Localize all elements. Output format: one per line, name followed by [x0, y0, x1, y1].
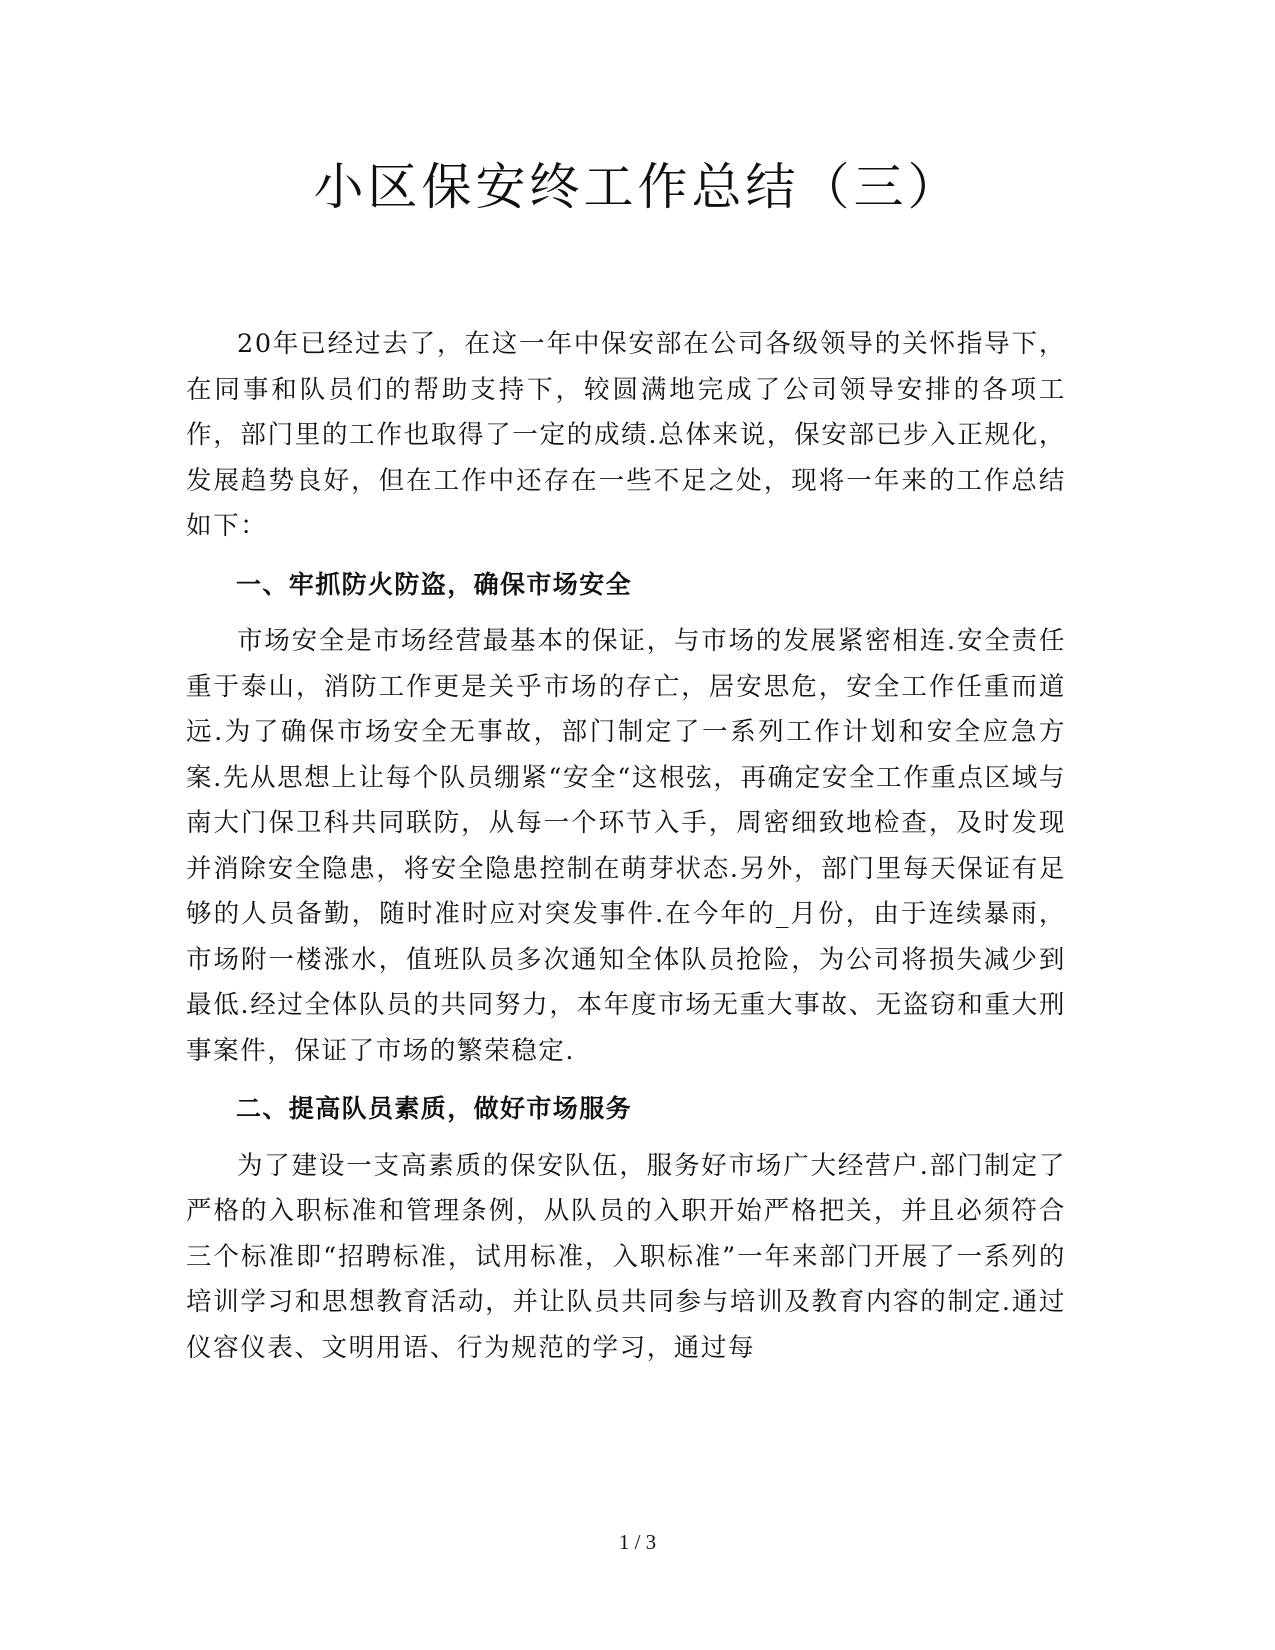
section-heading-2: 二、提高队员素质，做好市场服务 — [236, 1094, 633, 1123]
document-title: 小区保安终工作总结（三） — [313, 158, 962, 216]
document-body — [186, 322, 1066, 1371]
page-number: 1 / 3 — [618, 1530, 657, 1554]
section-heading-1: 一、牢抓防火防盗，确保市场安全 — [236, 569, 633, 599]
section-2-paragraph: 为了建设一支高素质的保安队伍，服务好市场广大经营户.部门制定了严格的入职标准和管理条例，从队员的入职开始严格把关，并且必须符合三个标准即“招聘标准，试用标准，入职标准”一年来部门开展了一系列的培训学习和思想教育活动，并让队员共同参与培训及教育内容的制定.通过仪容仪表、文明用语、行为规范的学习，通过每 — [186, 1150, 1066, 1363]
intro-paragraph: 20年已经过去了，在这一年中保安部在公司各级领导的关怀指导下，在同事和队员们的帮助支持下，较圆满地完成了公司领导安排的各项工作，部门里的工作也取得了一定的成绩.总体来说，保安部已步入正规化，发展趋势良好，但在工作中还存在一些不足之处，现将一年来的工作总结如下： — [186, 329, 1066, 541]
section-1-paragraph: 市场安全是市场经营最基本的保证，与市场的发展紧密相连.安全责任重于泰山，消防工作更是关乎市场的存亡，居安思危，安全工作任重而道远.为了确保市场安全无事故，部门制定了一系列工作计划和安全应急方案.先从思想上让每个队员绷紧“安全“这根弦，再确定安全工作重点区域与南大门保卫科共同联防，从每一个环节入手，周密细致地检查，及时发现并消除安全隐患，将安全隐患控制在萌芽状态.另外，部门里每天保证有足够的人员备勤，随时准时应对突发事件.在今年的_月份，由于连续暴雨，市场附一楼涨水，值班队员多次通知全体队员抢险，为公司将损失减少到最低.经过全体队员的共同努力，本年度市场无重大事故、无盗窃和重大刑事案件，保证了市场的繁荣稳定. — [186, 626, 1066, 1066]
